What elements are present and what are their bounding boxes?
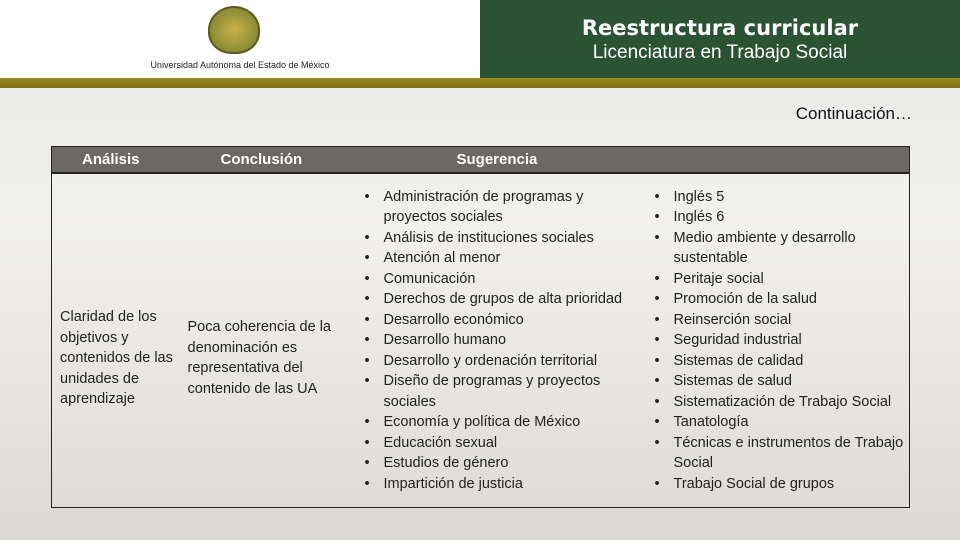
list-item: • Sistemas de salud	[650, 371, 910, 392]
list-item: • Impartición de justicia	[360, 474, 650, 495]
university-name: Universidad Autónoma del Estado de México	[150, 60, 330, 70]
list-item: • Análisis de instituciones sociales	[360, 228, 650, 249]
table-header-row	[52, 147, 910, 173]
list-item: • Derechos de grupos de alta prioridad	[360, 289, 650, 310]
list-item: • Seguridad industrial	[650, 330, 910, 351]
list-item: • Diseño de programas y proyectos sociales	[360, 371, 650, 412]
analysis-cell: Claridad de los objetivos y contenidos de las unidades de aprendizaje	[60, 309, 173, 407]
list-item: • Inglés 6	[650, 207, 910, 228]
header-title-area	[480, 0, 960, 78]
list-item: • Desarrollo económico	[360, 310, 650, 331]
list-item: • Administración de programas y proyectos sociales	[360, 187, 650, 228]
header-analisis: Análisis	[52, 147, 180, 173]
list-item: • Reinserción social	[650, 310, 910, 331]
list-item: • Estudios de género	[360, 453, 650, 474]
suggestion-list-1	[360, 187, 650, 495]
header-conclusion: Conclusión	[180, 147, 360, 173]
list-item: • Economía y política de México	[360, 412, 650, 433]
list-item: • Sistemas de calidad	[650, 351, 910, 372]
list-item: • Promoción de la salud	[650, 289, 910, 310]
header-logo-area	[0, 0, 480, 78]
university-seal-icon	[208, 6, 260, 54]
list-item: • Educación sexual	[360, 433, 650, 454]
suggestions-cell-1	[360, 173, 650, 508]
continuation-label: Continuación…	[795, 104, 912, 123]
list-item: • Comunicación	[360, 269, 650, 290]
table-row	[52, 173, 910, 508]
list-item: • Sistematización de Trabajo Social	[650, 392, 910, 413]
list-item: • Tanatología	[650, 412, 910, 433]
list-item: • Desarrollo humano	[360, 330, 650, 351]
header-band	[0, 78, 960, 88]
list-item: • Atención al menor	[360, 248, 650, 269]
header-sugerencia: Sugerencia	[360, 147, 910, 173]
list-item: • Medio ambiente y desarrollo sustentable	[650, 228, 910, 269]
suggestion-list-2	[650, 187, 910, 495]
conclusion-cell: Poca coherencia de la denominación es representativa del contenido de las UA	[187, 319, 331, 397]
list-item: • Peritaje social	[650, 269, 910, 290]
list-item: • Desarrollo y ordenación territorial	[360, 351, 650, 372]
slide-subtitle: Licenciatura en Trabajo Social	[592, 42, 848, 63]
list-item: • Trabajo Social de grupos	[650, 474, 910, 495]
list-item: • Técnicas e instrumentos de Trabajo Social	[650, 433, 910, 474]
analysis-table	[51, 146, 910, 508]
slide-title: Reestructura curricular	[581, 16, 859, 40]
suggestions-cell-2	[650, 173, 910, 508]
list-item: • Inglés 5	[650, 187, 910, 208]
